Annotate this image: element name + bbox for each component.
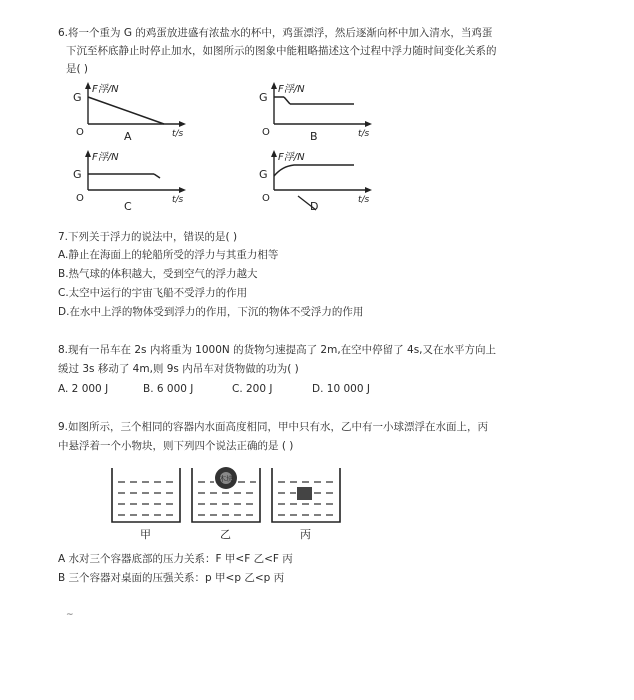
q8-option-d: D. 10 000 J bbox=[312, 383, 370, 395]
graph-c-origin: O bbox=[76, 193, 84, 204]
graph-b-origin: O bbox=[262, 127, 270, 138]
q8-option-a: A. 2 000 J bbox=[58, 383, 109, 395]
graph-c-g-label: G bbox=[73, 168, 82, 181]
suspended-block bbox=[297, 487, 312, 500]
container-jia bbox=[112, 468, 180, 541]
graph-c-y-label: F浮/N bbox=[92, 152, 119, 163]
container-bing-label: 丙 bbox=[300, 528, 311, 541]
q6-line-3: 是( ) bbox=[66, 63, 89, 75]
graph-d-x-label: t/s bbox=[358, 195, 370, 205]
graph-a-letter: A bbox=[124, 130, 132, 143]
q8-line-1: 8.现有一吊车在 2s 内将重为 1000N 的货物匀速提高了 2m,在空中停留了 4s,又在水平方向上 bbox=[58, 344, 497, 356]
graph-a-origin: O bbox=[76, 127, 84, 138]
graph-b-g-label: G bbox=[259, 91, 268, 104]
q9-option-a: A 水对三个容器底部的压力关系：F 甲<F 乙<F 丙 bbox=[58, 553, 293, 565]
footer-mark: ~ bbox=[66, 610, 74, 620]
graph-d-y-label: F浮/N bbox=[278, 152, 305, 163]
ball-label: 木块 bbox=[219, 475, 233, 483]
graph-a-y-label: F浮/N bbox=[92, 84, 119, 95]
graph-a bbox=[68, 80, 198, 142]
q8-option-b: B. 6 000 J bbox=[143, 383, 194, 395]
q9-option-b: B 三个容器对桌面的压强关系：p 甲<p 乙<p 丙 bbox=[58, 572, 285, 584]
q9-line-1: 9.如图所示，三个相同的容器内水面高度相同，甲中只有水，乙中有一小球漂浮在水面上，丙 bbox=[58, 421, 489, 433]
q7-stem: 7.下列关于浮力的说法中，错误的是( ) bbox=[58, 231, 238, 243]
graph-d-origin: O bbox=[262, 193, 270, 204]
graph-b bbox=[254, 80, 384, 142]
graph-c-letter: C bbox=[124, 200, 132, 213]
graph-d-g-label: G bbox=[259, 168, 268, 181]
container-bing bbox=[272, 468, 340, 541]
graph-b-x-label: t/s bbox=[358, 129, 370, 139]
graph-c-x-label: t/s bbox=[172, 195, 184, 205]
q7-option-a: A.静止在海面上的轮船所受的浮力与其重力相等 bbox=[58, 249, 279, 261]
q6-line-1: 6.将一个重为 G 的鸡蛋放进盛有浓盐水的杯中，鸡蛋漂浮，然后逐渐向杯中加入清水，当鸡蛋 bbox=[58, 27, 493, 39]
graph-b-letter: B bbox=[310, 130, 318, 143]
container-jia-label: 甲 bbox=[140, 528, 151, 541]
q7-option-b: B.热气球的体积越大，受到空气的浮力越大 bbox=[58, 268, 258, 280]
container-yi-label: 乙 bbox=[220, 528, 231, 541]
q7-option-c: C.太空中运行的宇宙飞船不受浮力的作用 bbox=[58, 287, 248, 299]
graph-d bbox=[254, 148, 384, 212]
q8-option-c: C. 200 J bbox=[232, 383, 273, 395]
graph-d-letter: D bbox=[310, 200, 319, 213]
q7-option-d: D.在水中上浮的物体受到浮力的作用，下沉的物体不受浮力的作用 bbox=[58, 306, 364, 318]
containers-figure bbox=[108, 460, 348, 542]
q8-line-2: 缓过 3s 移动了 4m,则 9s 内吊车对货物做的功为( ) bbox=[58, 363, 299, 375]
graph-c bbox=[68, 148, 198, 212]
graph-a-g-label: G bbox=[73, 91, 82, 104]
container-yi bbox=[192, 467, 260, 541]
graph-a-x-label: t/s bbox=[172, 129, 184, 139]
q6-line-2: 下沉至杯底静止时停止加水，如图所示的图象中能粗略描述这个过程中浮力随时间变化关系的 bbox=[66, 45, 497, 57]
graph-b-y-label: F浮/N bbox=[278, 84, 305, 95]
q9-line-2: 中悬浮着一个小物块，则下列四个说法正确的是 ( ) bbox=[58, 440, 294, 452]
